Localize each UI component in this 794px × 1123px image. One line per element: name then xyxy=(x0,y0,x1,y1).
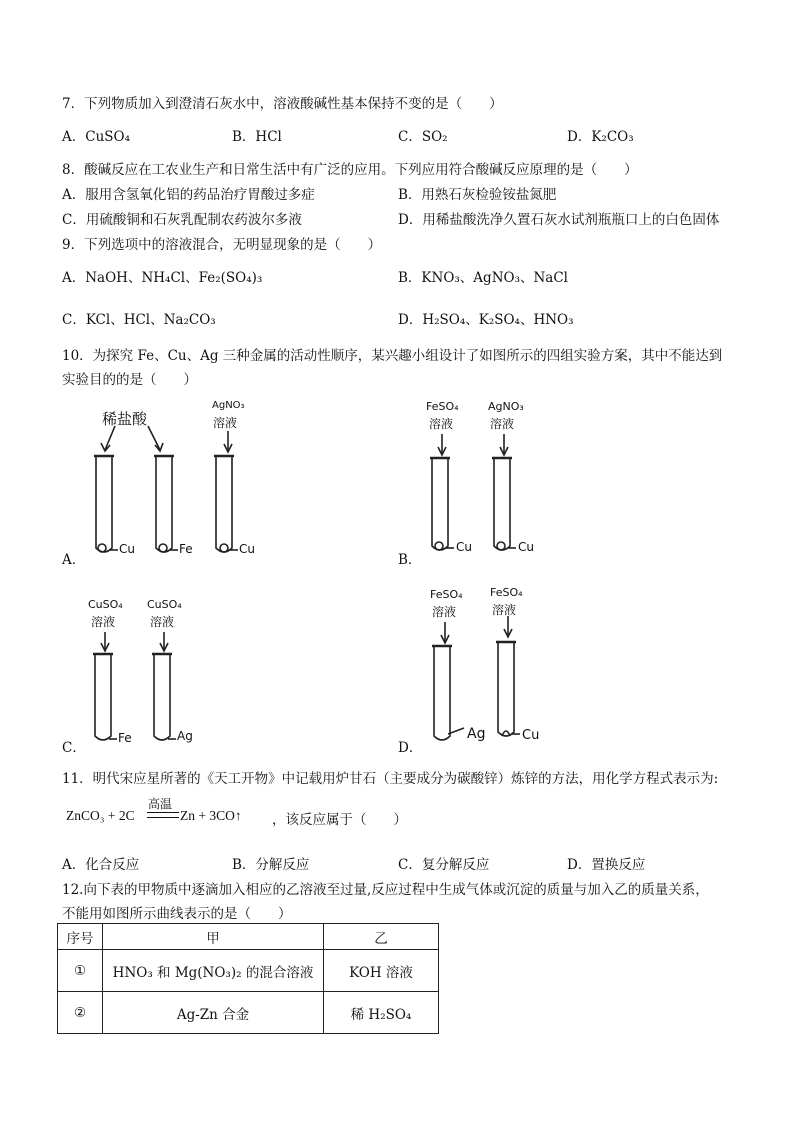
q10-option-a: A． xyxy=(62,552,86,568)
figure-b-metal-2: Cu xyxy=(518,540,534,554)
q12-stem-cont: 不能用如图所示曲线表示的是（ ） xyxy=(62,906,292,922)
q8-option-c: C．用硫酸铜和石灰乳配制农药波尔多液 xyxy=(62,212,302,228)
figure-d-reagent-1: FeSO₄ xyxy=(430,588,463,601)
q9-option-d: D．H₂SO₄、K₂SO₄、HNO₃ xyxy=(398,312,574,328)
figure-a-metal-2: Fe xyxy=(179,542,193,556)
q7-option-d: D．K₂CO₃ xyxy=(567,129,634,145)
figure-c-reagent-2: CuSO₄ xyxy=(147,598,182,611)
q11-option-c: C．复分解反应 xyxy=(398,857,490,873)
q11-equation-sign xyxy=(147,812,179,818)
figure-d-reagent-2: FeSO₄ xyxy=(490,586,523,599)
figure-c-metal-2: Ag xyxy=(177,729,193,743)
figure-c-reagent-1: CuSO₄ xyxy=(88,598,123,611)
q12-row2-index: ② xyxy=(58,992,103,1034)
q9-option-a: A．NaOH、NH₄Cl、Fe₂(SO₄)₃ xyxy=(62,270,263,286)
q12-row2-yi: 稀 H₂SO₄ xyxy=(324,992,439,1034)
figure-c xyxy=(80,596,240,756)
q12-table-header-index: 序号 xyxy=(58,924,103,950)
q12-table xyxy=(57,923,439,1034)
q11-equation-left: ZnCO₃ + 2C xyxy=(66,808,135,823)
q9-option-c: C．KCl、HCl、Na₂CO₃ xyxy=(62,312,216,328)
q7-option-c: C．SO₂ xyxy=(398,129,448,145)
q12-row2-jia: Ag-Zn 合金 xyxy=(103,992,324,1034)
figure-d-reagent-1-solution: 溶液 xyxy=(432,605,457,619)
figure-d xyxy=(420,586,580,756)
q12-row1-jia: HNO₃ 和 Mg(NO₃)₂ 的混合溶液 xyxy=(103,950,324,992)
figure-a-reagent-agno3: AgNO₃ xyxy=(212,400,245,411)
q11-option-a: A．化合反应 xyxy=(62,857,140,873)
table-row xyxy=(58,992,439,1034)
q11-equation-tail: ，该反应属于（ ） xyxy=(272,812,407,828)
q9-option-b: B．KNO₃、AgNO₃、NaCl xyxy=(398,270,568,286)
q8-option-a: A．服用含氢氧化铝的药品治疗胃酸过多症 xyxy=(62,187,315,203)
figure-a-metal-1: Cu xyxy=(119,542,135,556)
q8-stem: 8．酸碱反应在工农业生产和日常生活中有广泛的应用。下列应用符合酸碱反应原理的是（ ） xyxy=(62,162,638,178)
q11-option-d: D．置换反应 xyxy=(567,857,646,873)
figure-b-reagent-2: AgNO₃ xyxy=(488,400,524,413)
figure-c-reagent-2-solution: 溶液 xyxy=(150,615,175,629)
q10-stem: 10．为探究 Fe、Cu、Ag 三种金属的活动性顺序，某兴趣小组设计了如图所示的四组实验方案，其中不能达到 xyxy=(62,348,723,364)
figure-b xyxy=(420,398,600,568)
table-row xyxy=(58,950,439,992)
q7-option-b: B．HCl xyxy=(232,129,282,145)
q11-equation-right: Zn + 3CO↑ xyxy=(180,808,242,823)
figure-b-metal-1: Cu xyxy=(456,540,472,554)
figure-b-reagent-1: FeSO₄ xyxy=(426,400,459,413)
figure-c-metal-1: Fe xyxy=(118,731,132,745)
q12-stem: 12.向下表的甲物质中逐滴加入相应的乙溶液至过量,反应过程中生成气体或沉淀的质量与加入乙的质量关系， xyxy=(62,882,709,898)
q12-row1-yi: KOH 溶液 xyxy=(324,950,439,992)
q12-table-header-jia: 甲 xyxy=(103,924,324,950)
figure-d-reagent-2-solution: 溶液 xyxy=(492,603,517,617)
figure-b-reagent-1-solution: 溶液 xyxy=(429,417,454,431)
figure-a-metal-3: Cu xyxy=(239,542,255,556)
q12-row1-index: ① xyxy=(58,950,103,992)
q10-option-b: B． xyxy=(398,552,422,568)
q11-equation-condition: 高温 xyxy=(148,797,173,811)
q11-option-b: B．分解反应 xyxy=(232,857,310,873)
q10-option-c: C． xyxy=(62,740,86,756)
figure-d-metal-2: Cu xyxy=(522,728,540,743)
q12-table-header-row xyxy=(58,924,439,950)
q9-stem: 9．下列选项中的溶液混合，无明显现象的是（ ） xyxy=(62,237,382,253)
figure-a xyxy=(60,398,300,568)
q8-option-b: B．用熟石灰检验铵盐氮肥 xyxy=(398,187,557,203)
q11-stem: 11．明代宋应星所著的《天工开物》中记载用炉甘石（主要成分为碳酸锌）炼锌的方法，用化学方程式表示为: xyxy=(62,771,719,787)
q8-option-d: D．用稀盐酸洗净久置石灰水试剂瓶瓶口上的白色固体 xyxy=(398,212,720,228)
q10-option-d: D． xyxy=(398,740,423,756)
figure-d-metal-1: Ag xyxy=(467,726,486,742)
figure-a-reagent-hcl: 稀盐酸 xyxy=(102,410,148,428)
q10-stem-cont: 实验目的的是（ ） xyxy=(62,372,197,388)
q7-option-a: A．CuSO₄ xyxy=(62,129,131,145)
figure-a-reagent-solution: 溶液 xyxy=(213,416,238,430)
figure-c-reagent-1-solution: 溶液 xyxy=(91,615,116,629)
q7-stem: 7．下列物质加入到澄清石灰水中，溶液酸碱性基本保持不变的是（ ） xyxy=(62,96,503,112)
q12-table-header-yi: 乙 xyxy=(324,924,439,950)
figure-b-reagent-2-solution: 溶液 xyxy=(490,417,515,431)
